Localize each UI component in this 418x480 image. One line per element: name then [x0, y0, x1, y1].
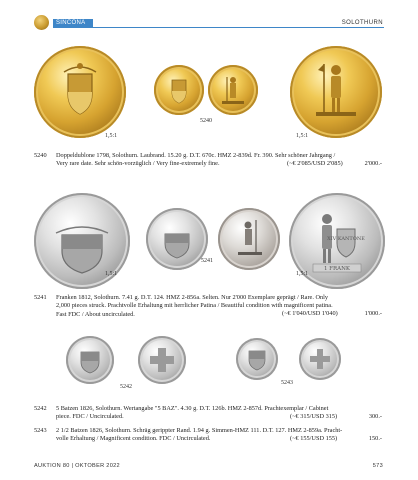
swiss-cross-icon [299, 338, 341, 380]
lot-5242-plate-label: 5242 [120, 384, 132, 390]
lot-5240-price: 2'000.- [364, 160, 382, 167]
footer-auction-info: AUKTION 80 | OKTOBER 2022 [34, 463, 120, 469]
saint-ursus-figure-icon [290, 46, 382, 138]
shield-icon [146, 208, 208, 270]
swiss-soldier-figure-icon [218, 208, 280, 270]
lot-5240-desc-line-2: Very rare date. Sehr schön-vorzüglich / Very fine-extremely fine. [56, 160, 220, 168]
brand-label: SINCONA [53, 19, 93, 28]
saint-ursus-figure-icon [208, 65, 258, 115]
lot-5242-obverse-coin [66, 336, 114, 384]
lot-5241-obverse-small-coin [146, 208, 208, 270]
lot-5241-plate-label: 5241 [201, 258, 213, 264]
shield-icon [66, 336, 114, 384]
lot-5240-plate-label: 5240 [200, 118, 212, 124]
lot-5241-desc-line-1: Franken 1812, Solothurn. 7.41 g. D.T. 124. HMZ 2-856a. Selten. Nur 2'000 Exemplare geprägt / Rare. Only [56, 294, 329, 301]
lot-5240-reverse-small-coin [208, 65, 258, 115]
lot-5243-desc-line-1: 2 1/2 Batzen 1826, Solothurn. Schräg gerippter Rand. 1.94 g. Simmen-HMZ 111. D.T. 127. HMZ 2-859a. Pracht- [56, 427, 343, 434]
footer-page-number: 573 [372, 463, 383, 469]
solothurn-shield-icon [34, 46, 126, 138]
lot-5240-obverse-coin [34, 46, 126, 138]
lot-5242-estimate: (~€ 315/USD 315) [290, 413, 338, 420]
lot-5241-scale-right: 1,5:1 [296, 271, 309, 277]
lot-5241-desc-line-3: Fast FDC / About uncirculated. [56, 310, 135, 318]
header-rule [53, 27, 384, 28]
lot-5240-obverse-small-coin [154, 65, 204, 115]
lot-5242-desc-line-2: piece. FDC / Uncirculated. [56, 413, 124, 421]
lot-5240-estimate: (~€ 2'085/USD 2'085) [287, 160, 343, 167]
lot-5243-reverse-coin [299, 338, 341, 380]
shield-icon [236, 338, 278, 380]
lot-5241-estimate: (~€ 1'040/USD 1'040) [282, 310, 338, 317]
lot-5240-scale-left: 1,5:1 [105, 133, 118, 139]
lot-5240-reverse-coin [290, 46, 382, 138]
lot-5243-desc-line-2: volle Erhaltung / Magnificent condition. FDC / Uncirculated. [56, 435, 211, 443]
swiss-cross-icon [138, 336, 186, 384]
lot-5240-desc-line-1: Doppeldublone 1798, Solothurn. Laubrand. 15.20 g. D.T. 670c. HMZ 2-839d. Fr. 390. Sehr schöner Jahrgang / [56, 152, 336, 159]
lot-5241-batzen-text: XIV KANTONE [327, 236, 365, 242]
shield-icon [154, 65, 204, 115]
lot-5241-price: 1'000.- [364, 310, 382, 317]
lot-5241-desc-line-2: 2,000 pieces struck. Prachtvolle Erhaltung mit herrlicher Patina / Beautiful condition with magnificent patina. [56, 302, 333, 310]
lot-5243-number: 5243 [34, 427, 47, 434]
lot-5240-scale-right: 1,5:1 [296, 133, 309, 139]
lot-5241-number: 5241 [34, 294, 47, 301]
lot-5242-desc-line-1: 5 Batzen 1826, Solothurn. Wertangabe "5 BAZ". 4.30 g. D.T. 126b. HMZ 2-857d. Prachtexemplar / Cabinet [56, 405, 329, 412]
lot-5241-reverse-small-coin [218, 208, 280, 270]
lot-5243-price: 150.- [368, 435, 382, 442]
sincona-logo-coin [34, 15, 49, 30]
lot-5240-number: 5240 [34, 152, 47, 159]
lot-5243-plate-label: 5243 [281, 380, 293, 386]
lot-5243-estimate: (~€ 155/USD 155) [290, 435, 338, 442]
lot-5243-obverse-coin [236, 338, 278, 380]
lot-5242-reverse-coin [138, 336, 186, 384]
lot-5242-number: 5242 [34, 405, 47, 412]
section-title: SOLOTHURN [341, 20, 383, 26]
lot-5241-denomination: 1 FRANK [323, 266, 351, 272]
lot-5242-price: 300.- [368, 413, 382, 420]
lot-5241-scale-left: 1,5:1 [105, 271, 118, 277]
